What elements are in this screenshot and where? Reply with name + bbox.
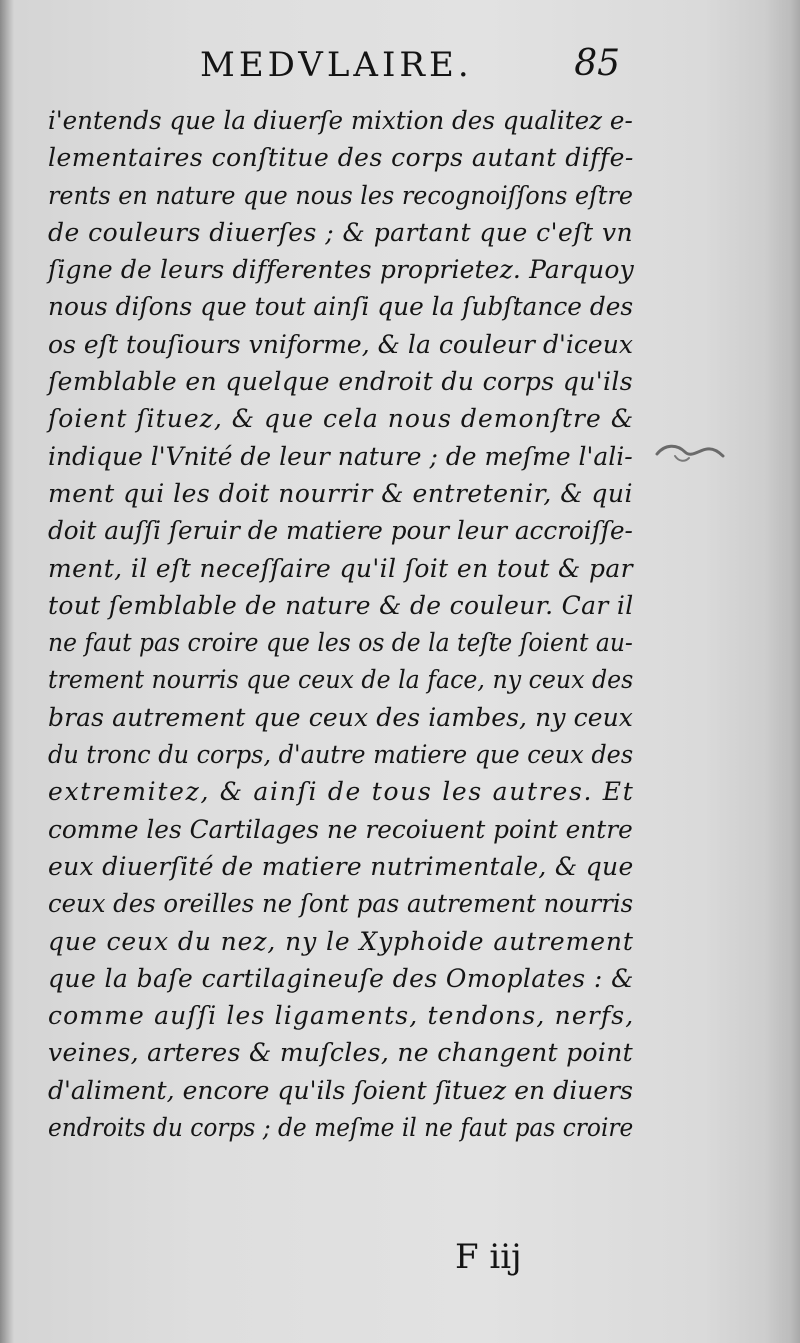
text-line: ſigne de leurs differentes proprietez. Parquoy [48,255,634,285]
text-line: rents en nature que nous les recognoiſſons eſtre [48,180,634,210]
text-line: nous diſons que tout ainſi que la ſubſtance des [48,292,634,322]
page-number: 85 [574,43,620,84]
text-line: i'entends que la diuerſe mixtion des qualitez e- [48,106,633,135]
text-line: du tronc du corps, d'autre matiere que ceux des [48,740,634,770]
text-line: trement nourris que ceux de la face, ny ceux des [48,665,634,695]
text-line: ſemblable en quelque endroit du corps qu'ils [48,367,633,397]
text-line: ceux des oreilles ne ſont pas autrement nourris [48,889,634,919]
page-header [200,43,620,96]
text-line: de couleurs diuerſes ; & partant que c'eſt vn [48,217,634,247]
running-head: MEDVLAIRE. [200,45,473,85]
ink-blot-mark [655,440,725,466]
text-line: que ceux du nez, ny le Xyphoide autrement [48,926,634,956]
text-line: ment qui les doit nourrir & entretenir, & qui [48,478,634,508]
text-line: comme auſſi les ligaments, tendons, nerfs, [48,1001,635,1031]
text-line: eux diuerſité de matiere nutrimentale, & que [48,851,634,881]
text-line: que la baſe cartilagineuſe des Omoplates : & [48,963,634,993]
text-line: ſoient ſituez, & que cela nous demonſtre & [48,404,635,434]
text-line: endroits du corps ; de meſme il ne faut pas croire [48,1113,634,1143]
text-line: ne faut pas croire que les os de la teſte ſoient au- [48,628,633,658]
text-line: comme les Cartilages ne recoiuent point entre [48,814,633,844]
text-line: extremitez, & ainſi de tous les autres. Et [48,777,635,807]
text-line: veines, arteres & muſcles, ne changent point [48,1038,633,1068]
text-line: ment, il eſt neceſſaire qu'il ſoit en tout & par [48,553,633,583]
body-text [48,102,633,1146]
text-line: doit auſſi ſeruir de matiere pour leur accroiſſe- [48,516,633,546]
text-line: tout ſemblable de nature & de couleur. Car il [48,590,634,620]
signature-mark: F iij [455,1237,522,1277]
text-line: lementaires conſtitue des corps autant diffe- [48,143,634,173]
text-line: indique l'Vnité de leur nature ; de meſme l'ali- [48,441,633,471]
text-line: d'aliment, encore qu'ils ſoient ſituez en diuers [48,1075,633,1105]
text-line: bras autrement que ceux des iambes, ny ceux [48,702,633,732]
text-line: os eſt touſiours vniforme, & la couleur d'iceux [48,329,633,359]
